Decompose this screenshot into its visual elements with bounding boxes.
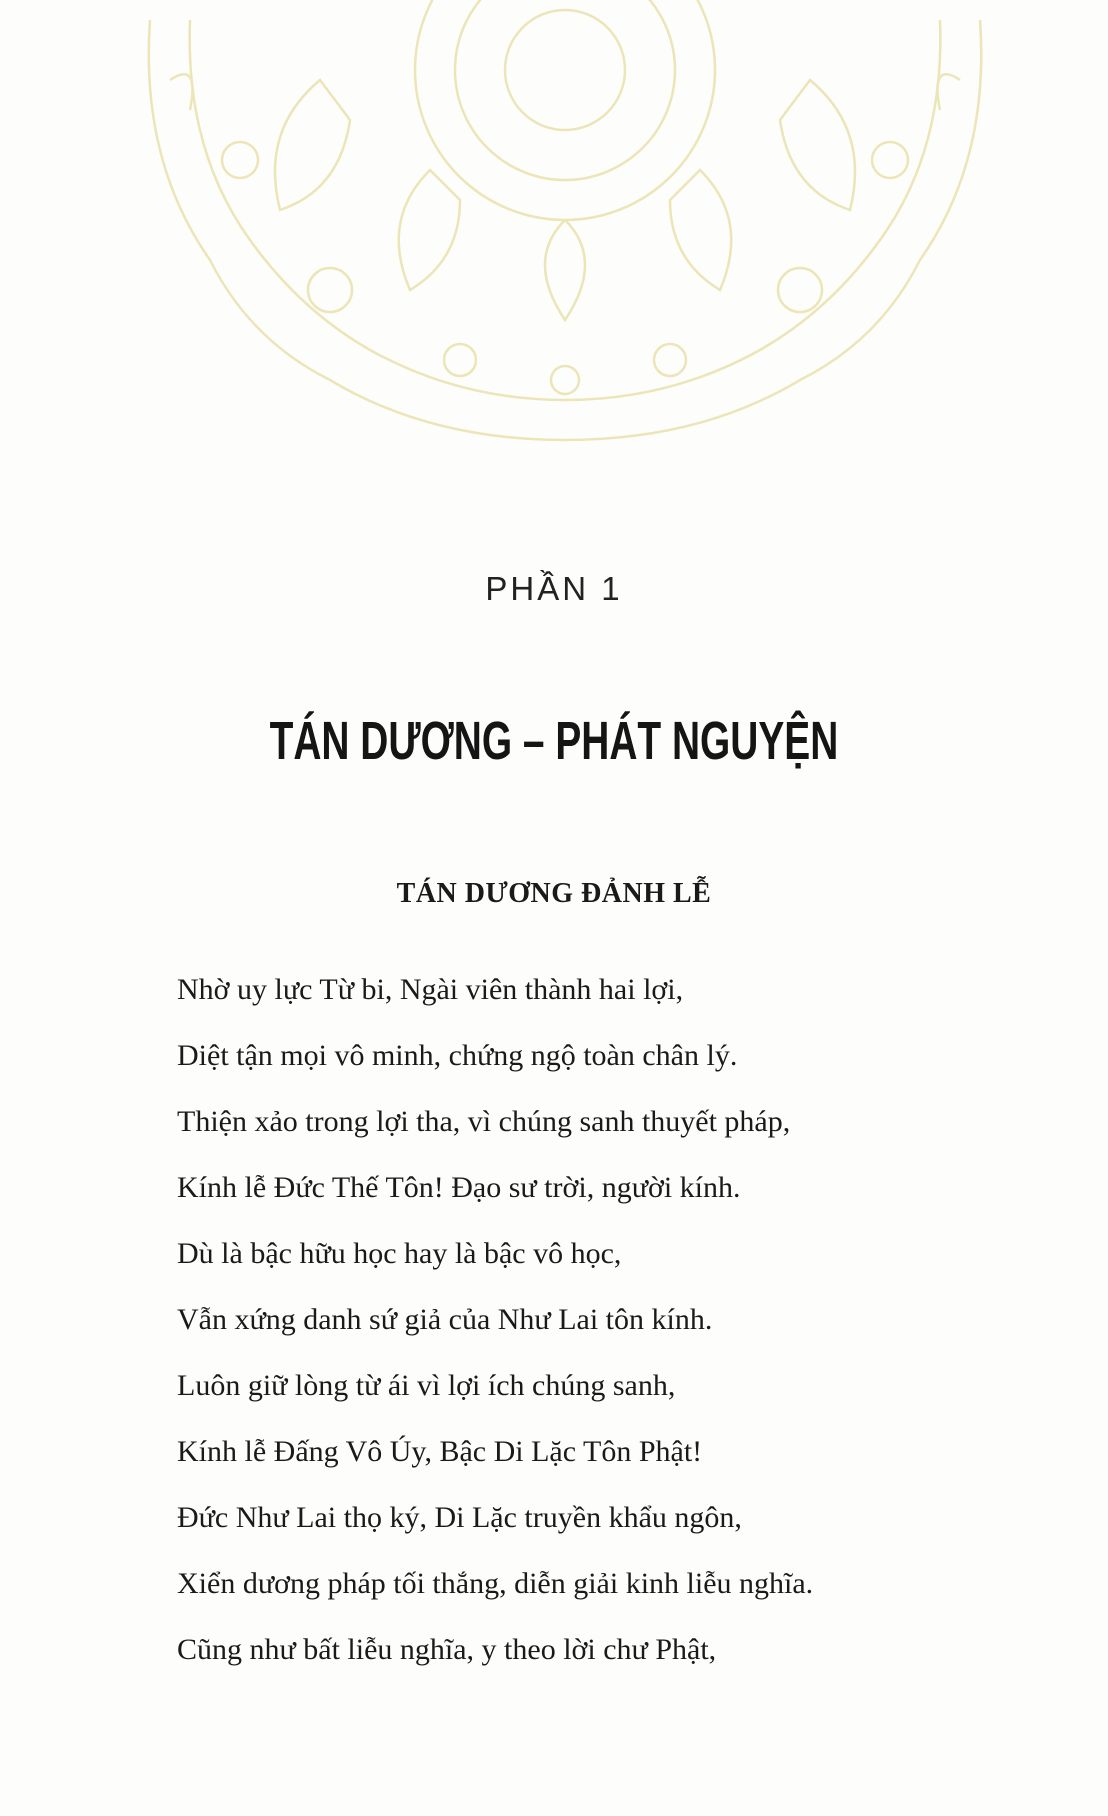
chapter-title-wrap [0,710,1108,772]
verse-line: Dù là bậc hữu học hay là bậc vô học, [177,1237,622,1270]
verse-line: Thiện xảo trong lợi tha, vì chúng sanh thuyết pháp, [177,1105,791,1138]
verse-line: Nhờ uy lực Từ bi, Ngài viên thành hai lợi, [177,973,684,1006]
chapter-title: TÁN DƯƠNG – PHÁT NGUYỆN [269,711,839,771]
mandala-ornament [130,0,1000,480]
verse-line: Cũng như bất liễu nghĩa, y theo lời chư Phật, [177,1633,717,1666]
verse-line: Luôn giữ lòng từ ái vì lợi ích chúng sanh, [177,1369,676,1402]
verse-line: Kính lễ Đấng Vô Úy, Bậc Di Lặc Tôn Phật! [177,1435,703,1468]
section-title: TÁN DƯƠNG ĐẢNH LỄ [396,878,712,909]
verse-line: Diệt tận mọi vô minh, chứng ngộ toàn chân lý. [177,1039,738,1072]
verse-line: Xiển dương pháp tối thắng, diễn giải kinh liễu nghĩa. [177,1567,814,1600]
verse-block [177,967,813,1693]
verse-line: Đức Như Lai thọ ký, Di Lặc truyền khẩu ngôn, [177,1501,742,1534]
part-label: PHẦN 1 [485,570,623,607]
verse-line: Vẫn xứng danh sứ giả của Như Lai tôn kính. [177,1303,713,1336]
verse-line: Kính lễ Đức Thế Tôn! Đạo sư trời, người kính. [177,1171,741,1204]
